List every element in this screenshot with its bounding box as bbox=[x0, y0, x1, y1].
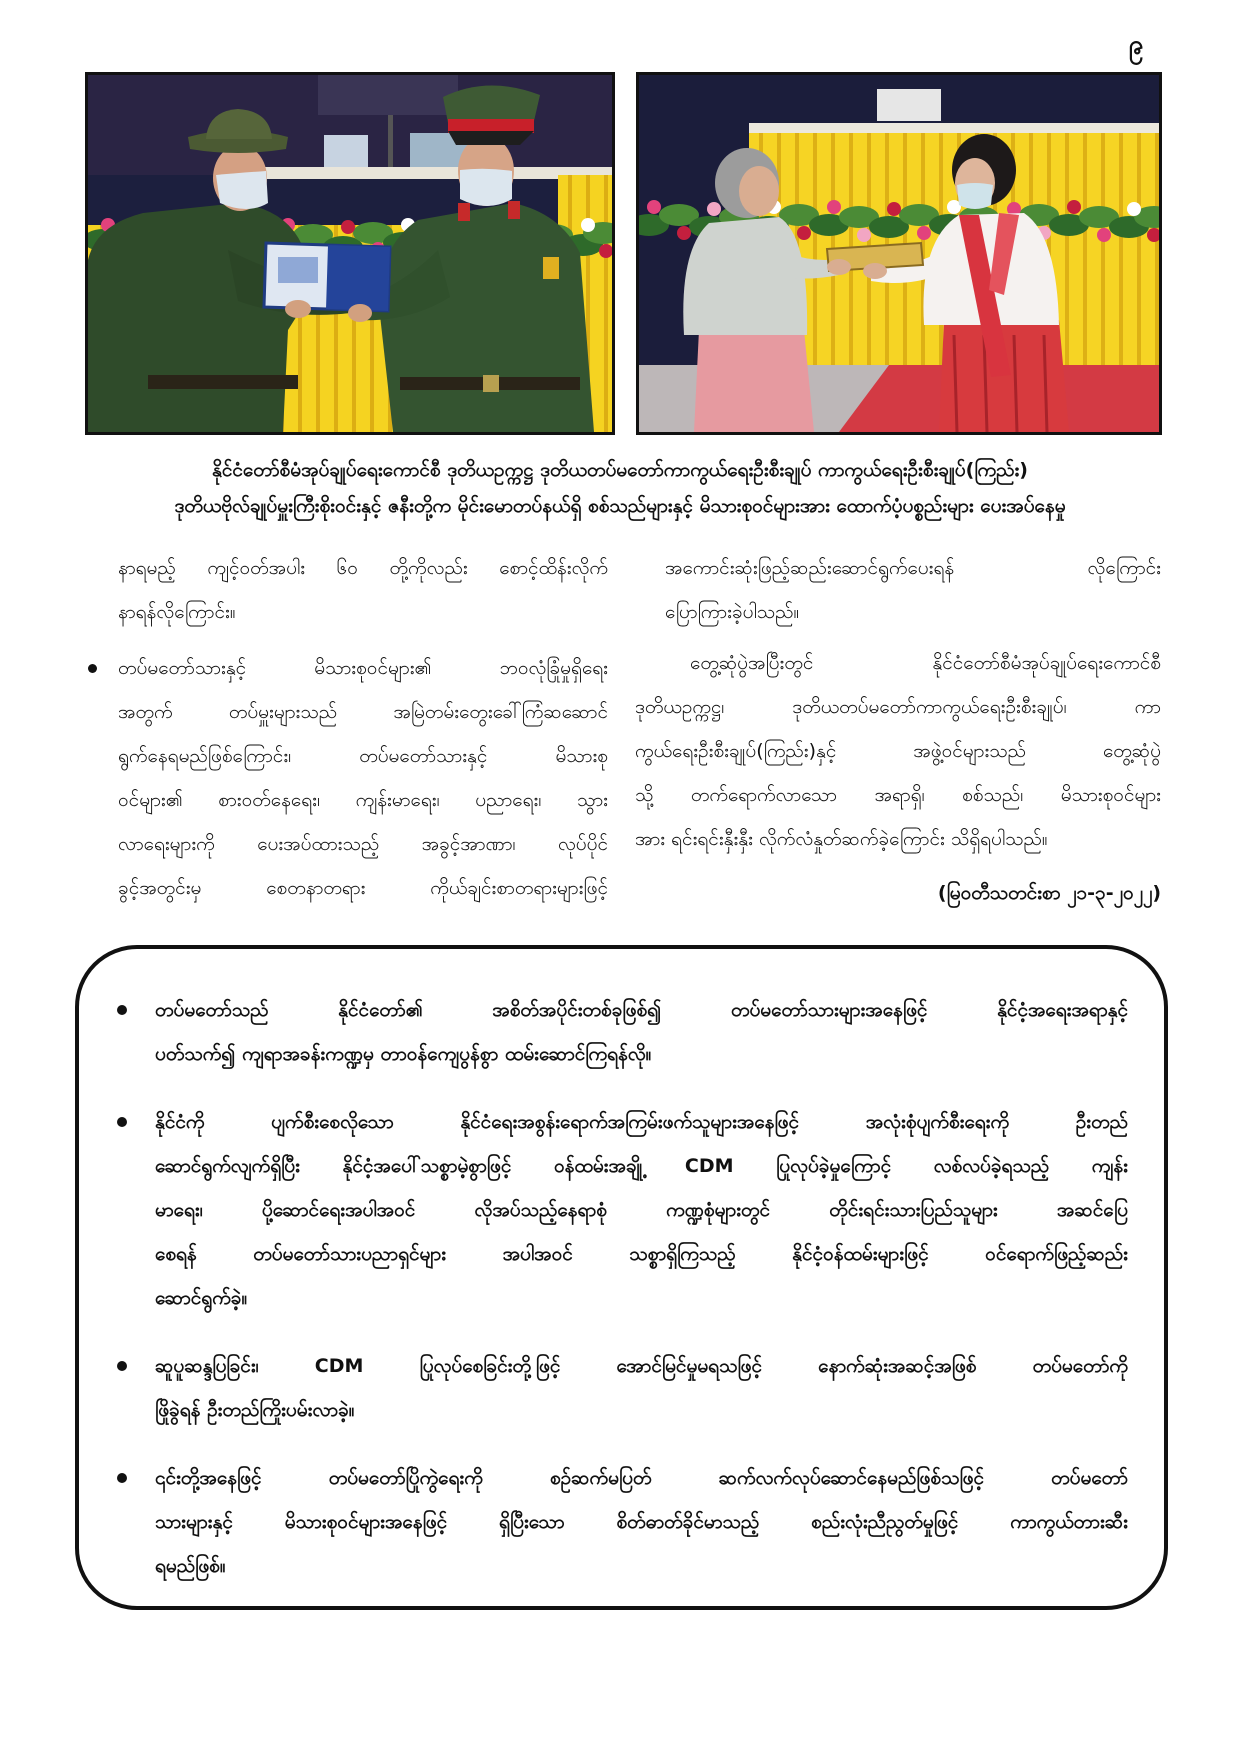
text-line: ကွယ်ရေးဦးစီးချုပ်(ကြည်း)နှင့် အဖွဲ့ဝင်များသည် တွေ့ဆုံပွဲ bbox=[635, 740, 1161, 762]
photo-left-illustration bbox=[88, 75, 612, 432]
bullet-icon bbox=[88, 664, 97, 673]
text-line: ၎င်းတို့အနေဖြင့် တပ်မတော်ပြိုကွဲရေးကို စဉ်ဆက်မပြတ် ဆက်လက်လုပ်ဆောင်နေမည်ဖြစ်သဖြင့် တပ်မတော် bbox=[155, 1467, 1128, 1489]
text-line: အတွက် တပ်မှူးများသည် အမြဲတမ်းတွေးခေါ်ကြံဆဆောင် bbox=[118, 701, 608, 723]
photo-right bbox=[636, 72, 1162, 435]
text-line: အား ရင်းရင်းနှီးနှီး လိုက်လံနှုတ်ဆက်ခဲ့ကြောင်း သိရှိရပါသည်။ bbox=[635, 828, 1048, 850]
summary-bullet bbox=[155, 1100, 1128, 1320]
text-line: လာရေးများကို ပေးအပ်ထားသည့် အခွင့်အာဏာ၊ လုပ်ပိုင် bbox=[118, 833, 608, 855]
text-line: သို့ တက်ရောက်လာသော အရာရှိ၊ စစ်သည်၊ မိသားစုဝင်များ bbox=[635, 784, 1161, 806]
summary-bullet bbox=[155, 1456, 1128, 1588]
text-line: ဒုတိယဥက္ကဋ္ဌ၊ ဒုတိယတပ်မတော်ကာကွယ်ရေးဦးစီးချုပ်၊ ကာ bbox=[635, 696, 1161, 718]
text-line: ပြောကြားခဲ့ပါသည်။ bbox=[665, 601, 800, 623]
photo-caption bbox=[70, 452, 1170, 524]
text-line: ရွက်နေရမည်ဖြစ်ကြောင်း၊ တပ်မတော်သားနှင့် မိသားစု bbox=[118, 745, 608, 767]
text-line: စေရန် တပ်မတော်သားပညာရှင်များ အပါအဝင် သစ္စာရှိကြသည့် နိုင်ငံ့ဝန်ထမ်းများဖြင့် ဝင်ရောက်ဖြည့်ဆည်း bbox=[155, 1243, 1128, 1265]
text-line: သားများနှင့် မိသားစုဝင်များအနေဖြင့် ရှိပြီးသော စိတ်ဓာတ်ခိုင်မာသည့် စည်းလုံးညီညွတ်မှုဖြင့် ကာကွယ်တားဆီး bbox=[155, 1511, 1128, 1533]
bullet-icon bbox=[117, 1361, 127, 1371]
text-line: ဖြိုခွဲရန် ဦးတည်ကြိုးပမ်းလာခဲ့။ bbox=[155, 1399, 355, 1421]
right-column-paragraph bbox=[635, 641, 1161, 861]
left-column-bullet-paragraph bbox=[88, 646, 608, 910]
text-line: ပတ်သက်၍ ကျရာအခန်းကဏ္ဍမှ တာဝန်ကျေပွန်စွာ ထမ်းဆောင်ကြရန်လို။ bbox=[155, 1043, 652, 1065]
text-line: အကောင်းဆုံးဖြည့်ဆည်းဆောင်ရွက်ပေးရန် လိုကြောင်း bbox=[665, 557, 1161, 579]
photo-left bbox=[85, 72, 615, 435]
bullet-icon bbox=[117, 1005, 127, 1015]
text-line: တပ်မတော်သားနှင့် မိသားစုဝင်များ၏ ဘဝလုံခြုံမှုရှိရေး bbox=[118, 657, 608, 679]
text-line: နိုင်ငံကို ပျက်စီးစေလိုသော နိုင်ငံရေးအစွန်းရောက်အကြမ်းဖက်သူများအနေဖြင့် အလုံးစုံပျက်စီးရေးကို ဦးတည် bbox=[155, 1111, 1128, 1133]
photo-right-illustration bbox=[639, 75, 1159, 432]
text-line: တွေ့ဆုံပွဲအပြီးတွင် နိုင်ငံတော်စီမံအုပ်ချုပ်ရေးကောင်စီ bbox=[690, 652, 1161, 674]
summary-box bbox=[75, 945, 1168, 1610]
text-line: ဆူပူဆန္ဒပြခြင်း၊ CDM ပြုလုပ်စေခြင်းတို့ဖြင့် အောင်မြင်မှုမရသဖြင့် နောက်ဆုံးအဆင့်အဖြစ် တပ်မတော်ကို bbox=[155, 1355, 1128, 1377]
caption-line: နိုင်ငံတော်စီမံအုပ်ချုပ်ရေးကောင်စီ ဒုတိယဥက္ကဋ္ဌ ဒုတိယတပ်မတော်ကာကွယ်ရေးဦးစီးချုပ် ကာကွယ်ရေးဦးစီးချုပ်(ကြည်း) bbox=[212, 459, 1028, 481]
summary-bullet bbox=[155, 988, 1128, 1076]
page-number: ၉ bbox=[1128, 30, 1144, 60]
text-line: ရမည်ဖြစ်။ bbox=[155, 1555, 226, 1577]
right-column-continuation bbox=[635, 546, 1161, 634]
text-line: နာရန်လိုကြောင်း။ bbox=[118, 601, 236, 623]
text-line: ခွင့်အတွင်းမှ စေတနာတရား ကိုယ်ချင်းစာတရားများဖြင့် bbox=[118, 877, 608, 899]
summary-bullet bbox=[155, 1344, 1128, 1432]
bullet-icon bbox=[117, 1473, 127, 1483]
text-line: ဆောင်ရွက်ခဲ့။ bbox=[155, 1287, 248, 1309]
text-line: ဝင်များ၏ စားဝတ်နေရေး၊ ကျန်းမာရေး၊ ပညာရေး၊ သွား bbox=[118, 789, 608, 811]
text-line: တပ်မတော်သည် နိုင်ငံတော်၏ အစိတ်အပိုင်းတစ်ခုဖြစ်၍ တပ်မတော်သားများအနေဖြင့် နိုင်ငံ့အရေးအရာနှင့် bbox=[155, 999, 1128, 1021]
bullet-icon bbox=[117, 1117, 127, 1127]
gift-box bbox=[264, 243, 390, 311]
left-column-continuation bbox=[88, 546, 608, 634]
text-line: နာရမည့် ကျင့်ဝတ်အပါး ၆၀ တို့ကိုလည်း စောင့်ထိန်းလိုက် bbox=[118, 557, 608, 579]
source-citation: (မြဝတီသတင်းစာ ၂၁-၃-၂၀၂၂) bbox=[937, 882, 1161, 904]
caption-line: ဒုတိယဗိုလ်ချုပ်မှူးကြီးစိုးဝင်းနှင့် ဇနီးတို့က မိုင်းမောတပ်နယ်ရှိ စစ်သည်များနှင့် မိသားစုဝင်များအား ထောက်ပံ့ပစ္စည်းများ ပေးအပ်နေမှု bbox=[174, 495, 1066, 517]
text-line: မာရေး၊ ပို့ဆောင်ရေးအပါအဝင် လိုအပ်သည့်နေရာစုံ ကဏ္ဍစုံများတွင် တိုင်းရင်းသားပြည်သူများ အဆင်ပြေ bbox=[155, 1199, 1128, 1221]
summary-list bbox=[79, 949, 1164, 1610]
text-line: ဆောင်ရွက်လျက်ရှိပြီး နိုင်ငံ့အပေါ်သစ္စာမဲ့စွာဖြင့် ဝန်ထမ်းအချို့ CDM ပြုလုပ်ခဲ့မှုကြောင့် လစ်လပ်ခဲ့ရသည့် ကျန်း bbox=[155, 1155, 1128, 1177]
